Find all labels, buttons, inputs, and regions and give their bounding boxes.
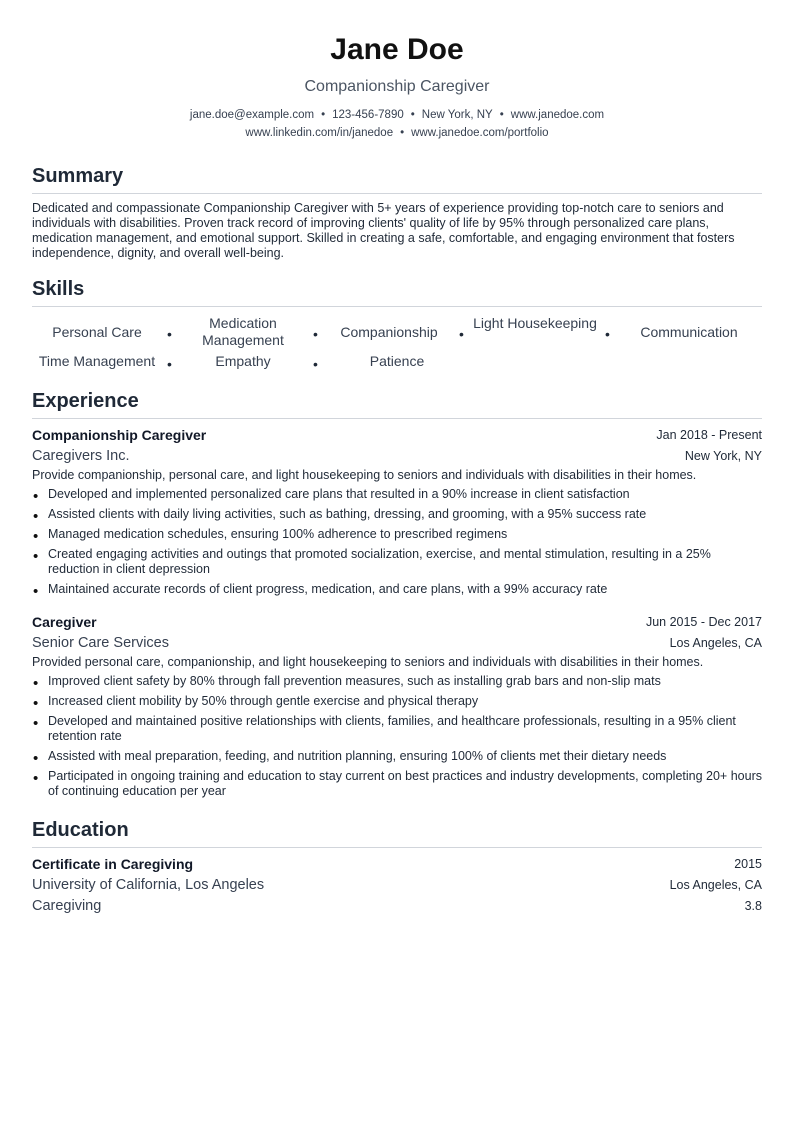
phone-text[interactable]: 123-456-7890 xyxy=(332,109,404,121)
candidate-name: Jane Doe xyxy=(330,33,464,66)
candidate-title: Companionship Caregiver xyxy=(304,78,490,95)
list-item: • Developed and implemented personalized care plans that resulted in a 90% increase in client satisfaction xyxy=(32,487,762,502)
skill-separator: • xyxy=(459,326,464,342)
portfolio-link[interactable]: www.janedoe.com/portfolio xyxy=(411,127,549,139)
skill-separator: • xyxy=(313,326,318,342)
skill-item: Time Management xyxy=(38,353,156,369)
degree-name: Certificate in Caregiving xyxy=(32,856,194,872)
job-dates: Jan 2018 - Present xyxy=(656,428,762,442)
school-location: Los Angeles, CA xyxy=(669,878,762,892)
gpa-value: 3.8 xyxy=(744,899,762,913)
job-description: Provided personal care, companionship, and light housekeeping to seniors and individuals with disabilities in their homes. xyxy=(32,655,704,669)
job-dates: Jun 2015 - Dec 2017 xyxy=(645,615,762,629)
skill-separator: • xyxy=(605,326,610,342)
skill-item: Patience xyxy=(369,353,425,369)
skill-item: Personal Care xyxy=(52,324,142,340)
list-item: • Created engaging activities and outings that promoted socialization, exercise, and mental stimulation, resulting in a 25% reduction in client depression xyxy=(32,547,762,577)
list-item: • Assisted clients with daily living activities, such as bathing, dressing, and grooming, with a 95% success rate xyxy=(32,507,762,522)
job-bullets xyxy=(32,674,762,804)
job-location: Los Angeles, CA xyxy=(669,636,762,650)
list-item: • Maintained accurate records of client progress, medication, and care plans, with a 99% accuracy rate xyxy=(32,582,762,597)
email-link[interactable]: jane.doe@example.com xyxy=(189,109,315,121)
list-item: • Increased client mobility by 50% through gentle exercise and physical therapy xyxy=(32,694,762,709)
separator-dot: • xyxy=(321,109,326,121)
skill-item: Companionship xyxy=(340,324,438,340)
skill-separator: • xyxy=(167,356,172,372)
skill-separator: • xyxy=(313,356,318,372)
skill-item: Empathy xyxy=(215,353,271,369)
skill-separator: • xyxy=(167,326,172,342)
list-item: • Assisted with meal preparation, feeding, and nutrition planning, ensuring 100% of clients met their dietary needs xyxy=(32,749,762,764)
list-item: • Managed medication schedules, ensuring 100% adherence to prescribed regimens xyxy=(32,527,762,542)
skills-heading: Skills xyxy=(32,276,762,307)
separator-dot: • xyxy=(499,109,504,121)
graduation-year: 2015 xyxy=(734,857,762,871)
job-description: Provide companionship, personal care, and light housekeeping to seniors and individuals with disabilities in their homes. xyxy=(32,468,697,482)
separator-dot: • xyxy=(400,127,405,139)
contact-row-secondary xyxy=(32,125,762,141)
job-title: Companionship Caregiver xyxy=(32,427,207,443)
website-link[interactable]: www.janedoe.com xyxy=(510,109,605,121)
summary-text: Dedicated and compassionate Companionship Caregiver with 5+ years of experience providing top-notch care to seniors and individuals with disabilities. Proven track record of improving clients' quality of life by 95% through personalized care plans, medication management, and emotional support. Skilled in creating a safe, comfortable, and engaging environment that fosters independence, dignity, and overall well-being. xyxy=(32,201,735,260)
job-title: Caregiver xyxy=(32,614,97,630)
contact-row-primary xyxy=(32,107,762,123)
job-location: New York, NY xyxy=(684,449,762,463)
linkedin-link[interactable]: www.linkedin.com/in/janedoe xyxy=(245,127,394,139)
summary-heading: Summary xyxy=(32,163,762,194)
separator-dot: • xyxy=(410,109,415,121)
skill-item: Medication Management xyxy=(202,315,284,348)
location-text: New York, NY xyxy=(421,109,493,121)
field-of-study: Caregiving xyxy=(32,898,102,914)
skill-item: Light Housekeeping xyxy=(473,315,597,331)
company-name: Senior Care Services xyxy=(32,635,169,651)
company-name: Caregivers Inc. xyxy=(32,448,130,464)
experience-heading: Experience xyxy=(32,388,762,419)
education-heading: Education xyxy=(32,817,762,848)
school-name: University of California, Los Angeles xyxy=(32,877,265,893)
skill-item: Communication xyxy=(640,324,738,340)
list-item: • Participated in ongoing training and education to stay current on best practices and industry developments, completing 20+ hours of continuing education per year xyxy=(32,769,762,799)
list-item: • Improved client safety by 80% through fall prevention measures, such as installing grab bars and non-slip mats xyxy=(32,674,762,689)
list-item: • Developed and maintained positive relationships with clients, families, and healthcare professionals, resulting in a 95% client retention rate xyxy=(32,714,762,744)
job-bullets xyxy=(32,487,762,602)
